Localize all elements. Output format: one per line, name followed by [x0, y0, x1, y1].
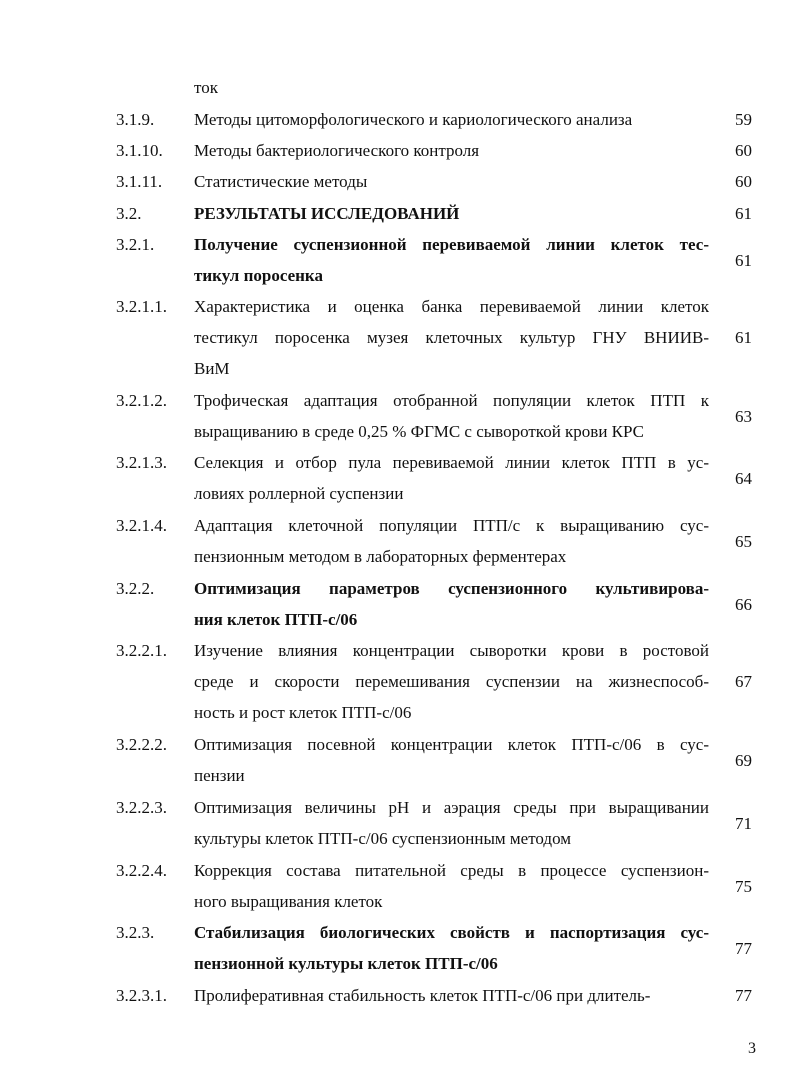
toc-entry-line: тикул поросенка — [194, 266, 323, 285]
toc-entry-number: 3.2.1.1. — [116, 297, 167, 316]
toc-entry-number: 3.2.2. — [116, 579, 155, 598]
toc-entry-number: 3.2.1.2. — [116, 391, 167, 410]
toc-entry-page: 60 — [735, 172, 752, 191]
toc-entry-title — [194, 385, 709, 447]
toc-entry-line: Стабилизация биологических свойств и паспортизация сус- — [194, 923, 709, 942]
toc-entry-line: ного выращивания клеток — [194, 892, 383, 911]
toc-entry-title — [194, 104, 709, 135]
toc-entry-line: Получение суспензионной перевиваемой линии клеток тес- — [194, 235, 709, 254]
toc-entry-page: 64 — [735, 469, 752, 488]
toc-entry-number: 3.2.2.1. — [116, 641, 167, 660]
toc-entry-title — [194, 198, 709, 229]
toc-entry-title — [194, 917, 709, 979]
toc-entry-title — [194, 291, 709, 384]
toc-entry-page: 69 — [735, 751, 752, 770]
toc-entry-title — [194, 855, 709, 917]
toc-entry-title — [194, 72, 709, 103]
toc-entry-line: культуры клеток ПТП-с/06 суспензионным методом — [194, 829, 572, 848]
toc-entry-title — [194, 729, 709, 791]
toc-entry-title — [194, 980, 709, 1011]
toc-entry-line: выращиванию в среде 0,25 % ФГМС с сывороткой крови КРС — [194, 422, 645, 441]
toc-entry-line: Характеристика и оценка банка перевиваемой линии клеток — [194, 297, 709, 316]
toc-entry-line: Методы бактериологического контроля — [194, 141, 480, 160]
toc-entry-number: 3.1.9. — [116, 110, 155, 129]
toc-entry-line: Статистические методы — [194, 172, 368, 191]
toc-entry-page: 61 — [735, 204, 752, 223]
toc-entry-page: 77 — [735, 939, 752, 958]
toc-entry-line: Оптимизация параметров суспензионного культивирова- — [194, 579, 709, 598]
toc-entry-number: 3.1.11. — [116, 172, 163, 191]
toc-entry-line: РЕЗУЛЬТАТЫ ИССЛЕДОВАНИЙ — [194, 204, 460, 223]
toc-entry-page: 61 — [735, 251, 752, 270]
toc-entry-page: 75 — [735, 877, 752, 896]
toc-entry-line: Изучение влияния концентрации сыворотки крови в ростовой — [194, 641, 709, 660]
toc-entry-number: 3.2.1.3. — [116, 453, 167, 472]
toc-entry-line: Адаптация клеточной популяции ПТП/с к выращиванию сус- — [194, 516, 709, 535]
toc-entry-title — [194, 135, 709, 166]
toc-entry-page: 65 — [735, 532, 752, 551]
toc-entry-title — [194, 229, 709, 291]
toc-entry-number: 3.2.2.3. — [116, 798, 167, 817]
toc-entry-title — [194, 166, 709, 197]
toc-entry-number: 3.2.3.1. — [116, 986, 167, 1005]
toc-entry-title — [194, 792, 709, 854]
toc-entry-number: 3.1.10. — [116, 141, 163, 160]
toc-entry-title — [194, 510, 709, 572]
toc-entry-line: Оптимизация величины pH и аэрация среды при выращивании — [194, 798, 709, 817]
toc-entry-line: ВиМ — [194, 359, 230, 378]
toc-entry-line: Коррекция состава питательной среды в процессе суспензион- — [194, 861, 709, 880]
toc-entry-line: пензионным методом в лабораторных ферментерах — [194, 547, 567, 566]
toc-entry-number: 3.2.3. — [116, 923, 155, 942]
toc-entry-page: 77 — [735, 986, 752, 1005]
toc-entry-line: Методы цитоморфологического и кариологического анализа — [194, 110, 633, 129]
toc-entry-page: 63 — [735, 407, 752, 426]
toc-entry-line: ность и рост клеток ПТП-с/06 — [194, 703, 412, 722]
toc-entry-line: среде и скорости перемешивания суспензии на жизнеспособ- — [194, 672, 709, 691]
toc-entry-line: Трофическая адаптация отобранной популяции клеток ПТП к — [194, 391, 709, 410]
toc-entry-line: ток — [194, 78, 218, 97]
toc-entry-page: 67 — [735, 672, 752, 691]
toc-entry-line: пензии — [194, 766, 245, 785]
toc-entry-title — [194, 635, 709, 728]
toc-entry-title — [194, 447, 709, 509]
toc-entry-title — [194, 573, 709, 635]
toc-entry-line: ловиях роллерной суспензии — [194, 484, 404, 503]
toc-entry-line: Селекция и отбор пула перевиваемой линии клеток ПТП в ус- — [194, 453, 709, 472]
toc-entry-page: 66 — [735, 595, 752, 614]
toc-entry-page: 61 — [735, 328, 752, 347]
toc-entry-line: Пролиферативная стабильность клеток ПТП-с/06 при длитель- — [194, 986, 651, 1005]
toc-entry-page: 60 — [735, 141, 752, 160]
toc-entry-line: тестикул поросенка музея клеточных культур ГНУ ВНИИВ- — [194, 328, 709, 347]
toc-entry-line: ния клеток ПТП-с/06 — [194, 610, 358, 629]
toc-entry-number: 3.2.2.2. — [116, 735, 167, 754]
page-number: 3 — [748, 1040, 756, 1057]
toc-entry-page: 71 — [735, 814, 752, 833]
toc-entry-line: пензионной культуры клеток ПТП-с/06 — [194, 954, 498, 973]
toc-entry-number: 3.2. — [116, 204, 142, 223]
toc-entry-number: 3.2.1.4. — [116, 516, 167, 535]
toc-entry-line: Оптимизация посевной концентрации клеток ПТП-с/06 в сус- — [194, 735, 709, 754]
toc-entry-page: 59 — [735, 110, 752, 129]
toc-entry-number: 3.2.2.4. — [116, 861, 167, 880]
toc-entry-number: 3.2.1. — [116, 235, 155, 254]
